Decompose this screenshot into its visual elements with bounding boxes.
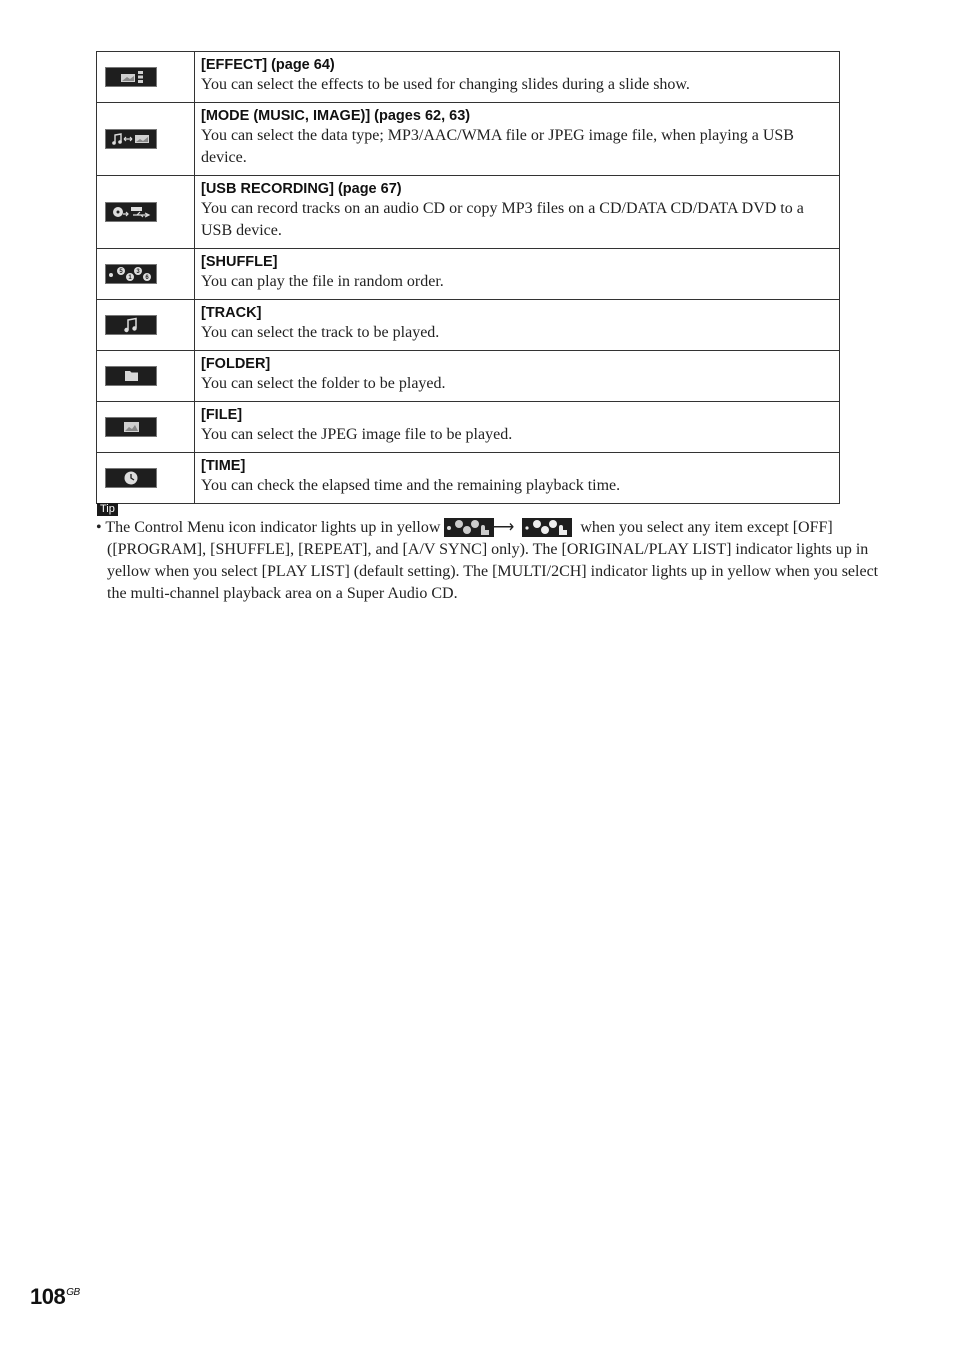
icon-cell bbox=[97, 351, 195, 402]
tip-text-after: when you select any item except [OFF] ([PROGRAM], [SHUFFLE], [REPEAT], and [A/V SYNC] only). The [ORIGINAL/PLAY LIST] indicator lights up in yellow when you select [PLAY LIST] (default setting). The [MULTI/2CH] indicator lights up in yellow when you select the multi-channel playback area on a Super Audio CD. bbox=[107, 519, 879, 602]
table-row bbox=[97, 103, 840, 176]
text-cell bbox=[195, 351, 840, 402]
item-title: [USB RECORDING] (page 67) bbox=[201, 181, 402, 197]
control-menu-table bbox=[96, 51, 840, 504]
bullet: • bbox=[96, 519, 102, 536]
svg-text:5: 5 bbox=[119, 269, 123, 275]
table-row bbox=[97, 52, 840, 103]
svg-text:3: 3 bbox=[136, 269, 140, 275]
svg-text:6: 6 bbox=[145, 275, 149, 281]
icon-cell bbox=[97, 176, 195, 249]
text-cell bbox=[195, 453, 840, 504]
effect-icon bbox=[105, 67, 157, 87]
text-cell bbox=[195, 249, 840, 300]
item-description: You can select the track to be played. bbox=[201, 324, 440, 341]
icon-cell bbox=[97, 402, 195, 453]
icon-cell bbox=[97, 453, 195, 504]
tip-badge: Tip bbox=[97, 503, 118, 516]
text-cell bbox=[195, 103, 840, 176]
item-description: You can play the file in random order. bbox=[201, 273, 444, 290]
item-description: You can select the data type; MP3/AAC/WMA file or JPEG image file, when playing a USB device. bbox=[201, 127, 794, 166]
item-title: [FILE] bbox=[201, 407, 243, 423]
item-title: [TRACK] bbox=[201, 305, 262, 321]
page-number-value: 108 bbox=[30, 1284, 66, 1309]
usb-recording-icon bbox=[105, 202, 157, 222]
item-description: You can check the elapsed time and the remaining playback time. bbox=[201, 477, 621, 494]
tip-paragraph bbox=[96, 517, 893, 605]
item-description: You can select the JPEG image file to be played. bbox=[201, 426, 513, 443]
indicator-off-icon bbox=[444, 518, 494, 537]
page-number bbox=[30, 1284, 80, 1310]
item-description: You can record tracks on an audio CD or copy MP3 files on a CD/DATA CD/DATA DVD to a USB device. bbox=[201, 200, 804, 239]
table-row bbox=[97, 176, 840, 249]
table-row bbox=[97, 453, 840, 504]
item-title: [TIME] bbox=[201, 458, 246, 474]
svg-text:1: 1 bbox=[128, 275, 132, 281]
folder-icon bbox=[105, 366, 157, 386]
text-cell bbox=[195, 176, 840, 249]
table-row bbox=[97, 402, 840, 453]
shuffle-icon bbox=[105, 264, 157, 284]
time-icon bbox=[105, 468, 157, 488]
item-description: You can select the effects to be used for changing slides during a slide show. bbox=[201, 76, 690, 93]
table-row bbox=[97, 351, 840, 402]
table-row bbox=[97, 249, 840, 300]
item-title: [FOLDER] bbox=[201, 356, 271, 372]
tip-text-before: The Control Menu icon indicator lights up in yellow bbox=[105, 519, 441, 536]
indicator-on-icon bbox=[522, 518, 572, 537]
track-icon bbox=[105, 315, 157, 335]
table-row bbox=[97, 300, 840, 351]
page-number-suffix: GB bbox=[66, 1287, 80, 1298]
arrow-icon: ⟶ bbox=[491, 519, 515, 536]
icon-cell bbox=[97, 52, 195, 103]
icon-cell bbox=[97, 300, 195, 351]
text-cell bbox=[195, 300, 840, 351]
text-cell bbox=[195, 52, 840, 103]
item-title: [EFFECT] (page 64) bbox=[201, 57, 335, 73]
item-description: You can select the folder to be played. bbox=[201, 375, 446, 392]
item-title: [SHUFFLE] bbox=[201, 254, 278, 270]
mode-music-image-icon bbox=[105, 129, 157, 149]
icon-cell bbox=[97, 103, 195, 176]
icon-cell bbox=[97, 249, 195, 300]
item-title: [MODE (MUSIC, IMAGE)] (pages 62, 63) bbox=[201, 108, 471, 124]
file-icon bbox=[105, 417, 157, 437]
text-cell bbox=[195, 402, 840, 453]
